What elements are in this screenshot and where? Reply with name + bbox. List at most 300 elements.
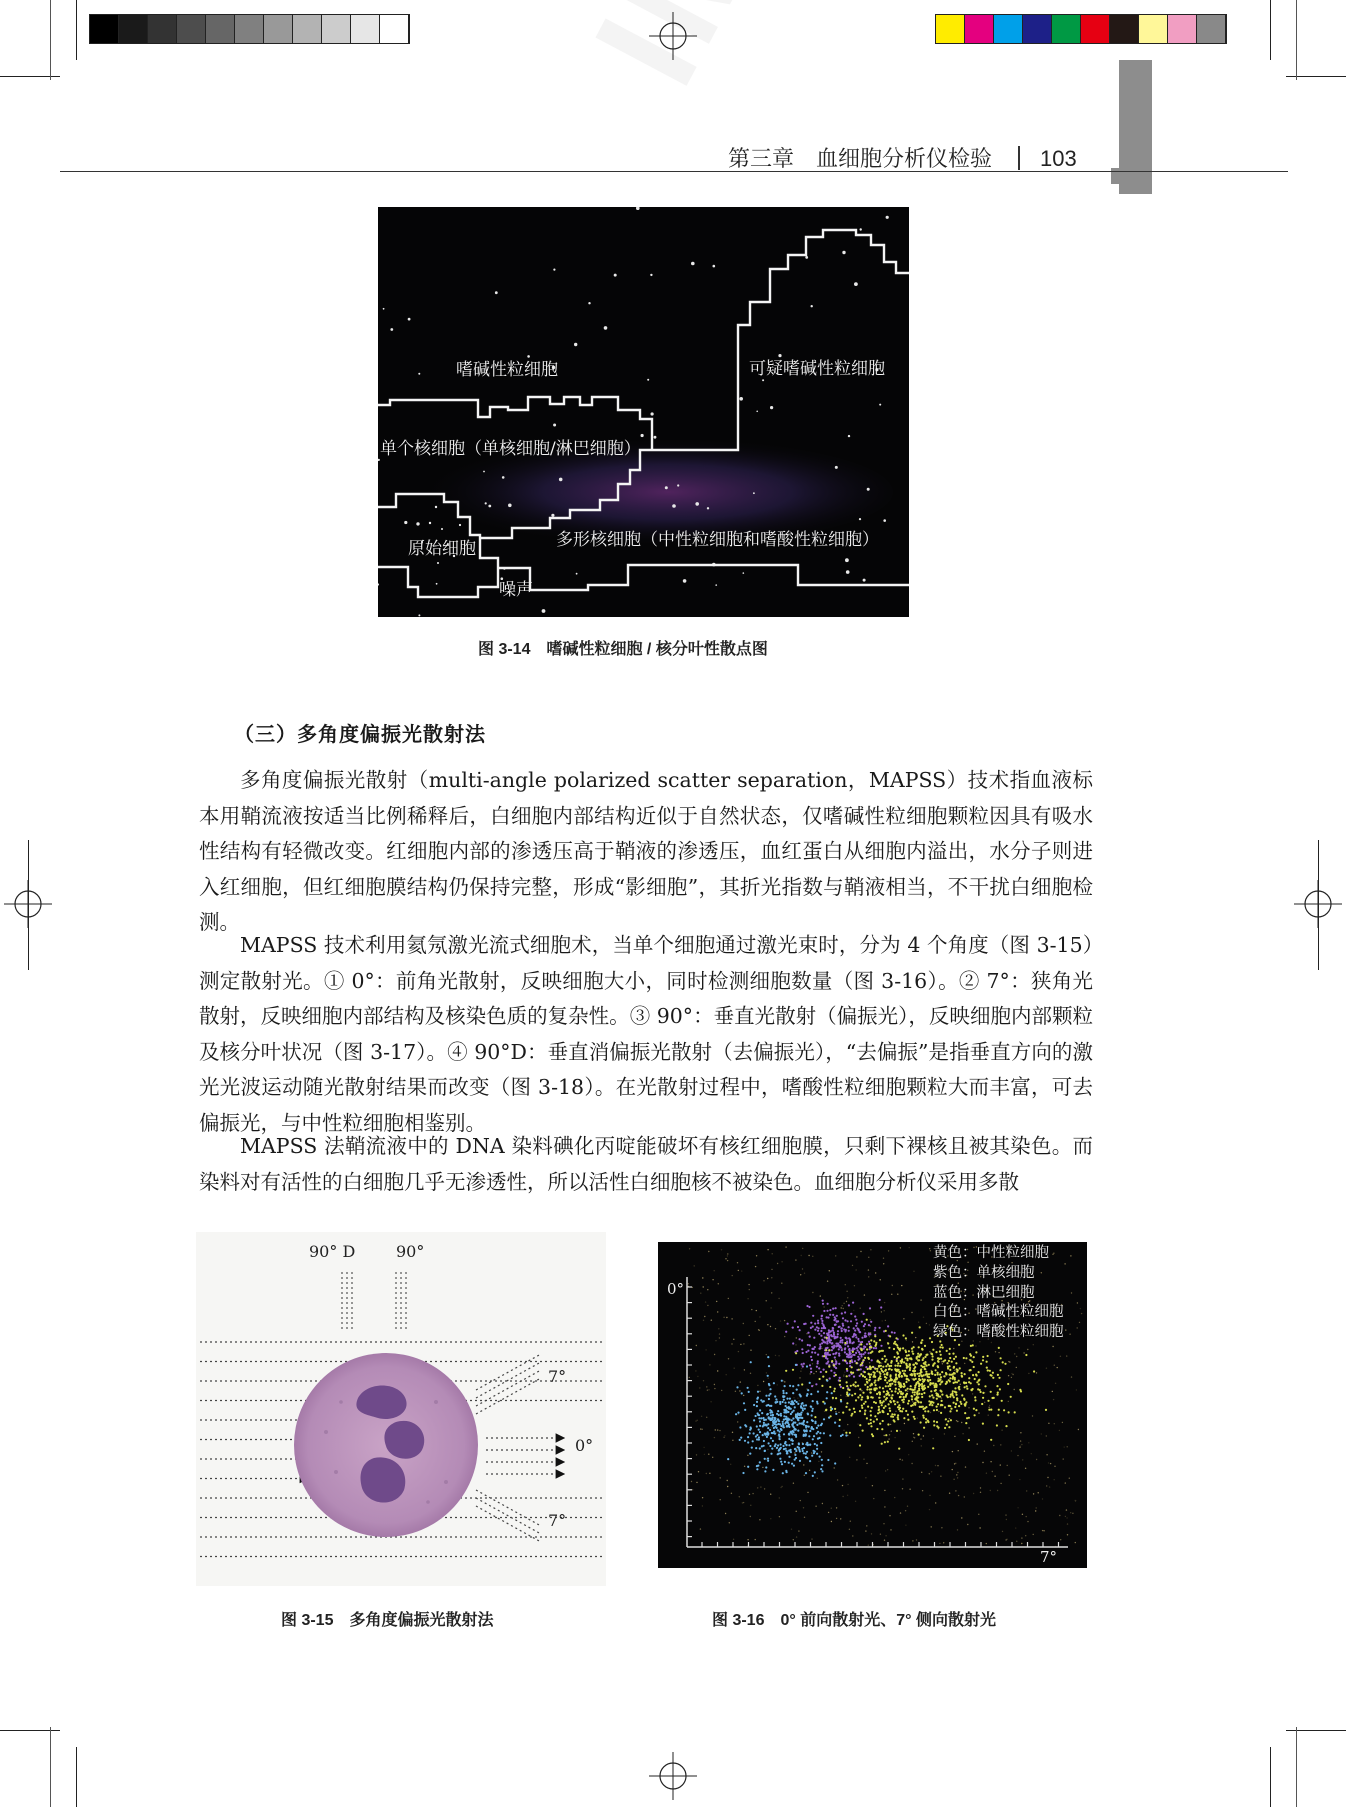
monocyte-dot xyxy=(855,1325,857,1327)
neutrophil-dot xyxy=(883,1400,885,1402)
neutrophil-dot xyxy=(876,1370,878,1372)
neutrophil-dot xyxy=(894,1403,896,1405)
legend-lymphocyte: 蓝色：淋巴细胞 xyxy=(933,1284,1035,1301)
background-dot xyxy=(756,1310,757,1311)
lymphocyte-dot xyxy=(759,1420,761,1422)
background-dot xyxy=(1011,1377,1012,1378)
background-dot xyxy=(691,1481,692,1482)
background-dot xyxy=(902,1459,903,1460)
neutrophil-dot xyxy=(785,1370,787,1372)
monocyte-dot xyxy=(859,1353,861,1355)
background-dot xyxy=(1005,1514,1006,1515)
lymphocyte-dot xyxy=(796,1389,798,1391)
monocyte-dot xyxy=(817,1360,819,1362)
neutrophil-dot xyxy=(914,1373,916,1375)
neutrophil-dot xyxy=(906,1365,908,1367)
monocyte-dot xyxy=(841,1349,843,1351)
lymphocyte-dot xyxy=(772,1424,774,1426)
neutrophil-dot xyxy=(965,1401,967,1403)
background-dot xyxy=(929,1248,930,1249)
neutrophil-dot xyxy=(866,1319,868,1321)
figure-3-16-title: 0° 前向散射光、7° 侧向散射光 xyxy=(780,1612,996,1629)
neutrophil-dot xyxy=(965,1422,967,1424)
lymphocyte-dot xyxy=(764,1470,766,1472)
background-dot xyxy=(1020,1432,1021,1433)
background-dot xyxy=(956,1474,957,1475)
background-dot xyxy=(709,1473,710,1474)
monocyte-dot xyxy=(863,1345,865,1347)
neutrophil-dot xyxy=(1045,1409,1047,1411)
background-dot xyxy=(972,1393,973,1394)
background-dot xyxy=(770,1427,771,1428)
neutrophil-dot xyxy=(856,1362,858,1364)
background-dot xyxy=(771,1277,772,1278)
monocyte-dot xyxy=(847,1354,849,1356)
monocyte-dot xyxy=(796,1350,798,1352)
neutrophil-dot xyxy=(903,1372,905,1374)
background-dot xyxy=(1070,1512,1071,1513)
background-dot xyxy=(1020,1440,1021,1441)
background-dot xyxy=(883,1523,884,1524)
background-dot xyxy=(930,1250,931,1251)
monocyte-dot xyxy=(827,1303,829,1305)
neutrophil-dot xyxy=(963,1357,965,1359)
neutrophil-dot xyxy=(792,1369,794,1371)
neutrophil-dot xyxy=(852,1351,854,1353)
neutrophil-dot xyxy=(932,1402,934,1404)
background-dot xyxy=(703,1380,704,1381)
lymphocyte-dot xyxy=(813,1450,815,1452)
lymphocyte-dot xyxy=(764,1450,766,1452)
neutrophil-dot xyxy=(852,1384,854,1386)
background-dot xyxy=(911,1312,912,1313)
lymphocyte-dot xyxy=(806,1393,808,1395)
running-header xyxy=(728,142,1077,173)
lymphocyte-dot xyxy=(768,1394,770,1396)
lymphocyte-dot xyxy=(824,1402,826,1404)
background-dot xyxy=(711,1320,712,1321)
neutrophil-dot xyxy=(867,1357,869,1359)
lymphocyte-dot xyxy=(763,1440,765,1442)
background-dot xyxy=(831,1508,832,1509)
lymphocyte-dot xyxy=(794,1406,796,1408)
background-dot xyxy=(739,1496,740,1497)
background-dot xyxy=(688,1283,689,1284)
background-dot xyxy=(1060,1356,1061,1357)
neutrophil-dot xyxy=(897,1381,899,1383)
neutrophil-dot xyxy=(889,1335,891,1337)
monocyte-dot xyxy=(802,1365,804,1367)
monocyte-dot xyxy=(812,1315,814,1317)
neutrophil-dot xyxy=(884,1361,886,1363)
neutrophil-dot xyxy=(997,1414,999,1416)
background-dot xyxy=(836,1507,837,1508)
noise-dot xyxy=(762,379,764,381)
background-dot xyxy=(890,1424,891,1425)
background-dot xyxy=(856,1459,857,1460)
background-dot xyxy=(767,1278,768,1279)
neutrophil-dot xyxy=(960,1403,962,1405)
monocyte-dot xyxy=(807,1344,809,1346)
lymphocyte-dot xyxy=(778,1434,780,1436)
background-dot xyxy=(863,1459,864,1460)
background-dot xyxy=(891,1294,892,1295)
neutrophil-dot xyxy=(876,1368,878,1370)
neutrophil-dot xyxy=(909,1369,911,1371)
monocyte-dot xyxy=(832,1347,834,1349)
neutrophil-dot xyxy=(923,1392,925,1394)
monocyte-dot xyxy=(812,1326,814,1328)
neutrophil-dot xyxy=(872,1371,874,1373)
monocyte-dot xyxy=(874,1327,876,1329)
background-dot xyxy=(721,1390,722,1391)
neutrophil-dot xyxy=(955,1362,957,1364)
neutrophil-dot xyxy=(913,1364,915,1366)
lymphocyte-dot xyxy=(807,1389,809,1391)
background-dot xyxy=(941,1397,942,1398)
paragraph-3: MAPSS 法鞘流液中的 DNA 染料碘化丙啶能破坏有核红细胞膜，只剩下裸核且被其染色。而染料对有活性的白细胞几乎无渗透性，所以活性白细胞核不被染色。血细胞分析仪采用多散 xyxy=(199,1134,1093,1194)
background-dot xyxy=(1036,1459,1037,1460)
calibration-swatch xyxy=(994,15,1023,43)
neutrophil-dot xyxy=(861,1396,863,1398)
lymphocyte-dot xyxy=(797,1403,799,1405)
neutrophil-dot xyxy=(870,1419,872,1421)
lymphocyte-dot xyxy=(744,1424,746,1426)
background-dot xyxy=(1052,1346,1053,1347)
lymphocyte-dot xyxy=(801,1423,803,1425)
neutrophil-dot xyxy=(921,1396,923,1398)
noise-dot xyxy=(576,573,578,575)
monocyte-dot xyxy=(853,1376,855,1378)
monocyte-dot xyxy=(853,1334,855,1336)
lymphocyte-dot xyxy=(804,1435,806,1437)
lymphocyte-dot xyxy=(814,1471,816,1473)
monocyte-dot xyxy=(835,1367,837,1369)
neutrophil-dot xyxy=(874,1376,876,1378)
lymphocyte-dot xyxy=(792,1433,794,1435)
lymphocyte-dot xyxy=(783,1415,785,1417)
background-dot xyxy=(1066,1517,1067,1518)
neutrophil-dot xyxy=(937,1394,939,1396)
neutrophil-dot xyxy=(850,1371,852,1373)
neutrophil-dot xyxy=(870,1346,872,1348)
lymphocyte-dot xyxy=(779,1401,781,1403)
monocyte-dot xyxy=(844,1330,846,1332)
neutrophil-dot xyxy=(864,1413,866,1415)
color-calibration-bar xyxy=(935,14,1227,44)
monocyte-dot xyxy=(826,1342,828,1344)
background-dot xyxy=(770,1518,771,1519)
label-blast: 原始细胞 xyxy=(408,539,476,559)
lymphocyte-dot xyxy=(782,1401,784,1403)
neutrophil-dot xyxy=(907,1419,909,1421)
neutrophil-dot xyxy=(825,1349,827,1351)
background-dot xyxy=(840,1395,841,1396)
background-dot xyxy=(850,1521,851,1522)
lymphocyte-dot xyxy=(763,1445,765,1447)
lymphocyte-dot xyxy=(816,1448,818,1450)
background-dot xyxy=(835,1411,836,1412)
noise-dot xyxy=(636,207,640,210)
neutrophil-dot xyxy=(892,1416,894,1418)
background-dot xyxy=(1042,1530,1043,1531)
background-dot xyxy=(1036,1507,1037,1508)
lymphocyte-dot xyxy=(812,1408,814,1410)
neutrophil-dot xyxy=(944,1359,946,1361)
background-dot xyxy=(901,1285,902,1286)
lymphocyte-dot xyxy=(767,1460,769,1462)
neutrophil-dot xyxy=(873,1388,875,1390)
background-dot xyxy=(1064,1446,1065,1447)
lymphocyte-dot xyxy=(765,1424,767,1426)
calibration-swatch xyxy=(235,15,264,43)
lymphocyte-dot xyxy=(771,1411,773,1413)
background-dot xyxy=(1043,1530,1044,1531)
calibration-swatch xyxy=(1081,15,1110,43)
lymphocyte-dot xyxy=(767,1427,769,1429)
lymphocyte-dot xyxy=(784,1402,786,1404)
neutrophil-dot xyxy=(897,1365,899,1367)
background-dot xyxy=(726,1374,727,1375)
monocyte-dot xyxy=(842,1359,844,1361)
background-dot xyxy=(846,1291,847,1292)
neutrophil-dot xyxy=(947,1366,949,1368)
background-dot xyxy=(1033,1534,1034,1535)
lymphocyte-dot xyxy=(777,1444,779,1446)
background-dot xyxy=(975,1345,976,1346)
neutrophil-dot xyxy=(859,1388,861,1390)
neutrophil-dot xyxy=(934,1390,936,1392)
lymphocyte-dot xyxy=(744,1440,746,1442)
background-dot xyxy=(1025,1468,1026,1469)
neutrophil-dot xyxy=(1008,1411,1010,1413)
neutrophil-dot xyxy=(923,1427,925,1429)
background-dot xyxy=(1079,1322,1080,1323)
registration-mark-right-line xyxy=(1318,840,1319,970)
background-dot xyxy=(973,1493,974,1494)
neutrophil-dot xyxy=(882,1387,884,1389)
lymphocyte-dot xyxy=(774,1421,776,1423)
neutrophil-dot xyxy=(849,1432,851,1434)
neutrophil-dot xyxy=(916,1358,918,1360)
neutrophil-dot xyxy=(883,1396,885,1398)
calibration-swatch xyxy=(322,15,351,43)
neutrophil-dot xyxy=(929,1404,931,1406)
neutrophil-dot xyxy=(899,1407,901,1409)
figure-3-15-number: 图 3-15 xyxy=(281,1612,334,1629)
background-dot xyxy=(809,1470,810,1471)
neutrophil-dot xyxy=(974,1414,976,1416)
calibration-swatch xyxy=(351,15,380,43)
lymphocyte-dot xyxy=(811,1426,813,1428)
background-dot xyxy=(760,1486,761,1487)
neutrophil-dot xyxy=(888,1403,890,1405)
background-dot xyxy=(778,1298,779,1299)
neutrophil-dot xyxy=(885,1369,887,1371)
background-dot xyxy=(824,1411,825,1412)
neutrophil-dot xyxy=(894,1414,896,1416)
neutrophil-dot xyxy=(851,1366,853,1368)
neutrophil-dot xyxy=(842,1412,844,1414)
calibration-swatch xyxy=(1168,15,1197,43)
background-dot xyxy=(868,1545,869,1546)
background-dot xyxy=(902,1478,903,1479)
monocyte-dot xyxy=(864,1351,866,1353)
lymphocyte-dot xyxy=(820,1442,822,1444)
lymphocyte-dot xyxy=(788,1401,790,1403)
background-dot xyxy=(731,1493,732,1494)
monocyte-dot xyxy=(822,1340,824,1342)
neutrophil-dot xyxy=(894,1390,896,1392)
monocyte-dot xyxy=(863,1348,865,1350)
neutrophil-dot xyxy=(854,1411,856,1413)
monocyte-dot xyxy=(833,1333,835,1335)
background-dot xyxy=(892,1285,893,1286)
neutrophil-dot xyxy=(872,1397,874,1399)
neutrophil-dot xyxy=(895,1378,897,1380)
background-dot xyxy=(841,1307,842,1308)
neutrophil-dot xyxy=(862,1375,864,1377)
lymphocyte-dot xyxy=(757,1412,759,1414)
lymphocyte-dot xyxy=(823,1418,825,1420)
lymphocyte-dot xyxy=(782,1445,784,1447)
neutrophil-dot xyxy=(908,1400,910,1402)
lymphocyte-dot xyxy=(787,1411,789,1413)
background-dot xyxy=(855,1501,856,1502)
background-dot xyxy=(767,1324,768,1325)
lymphocyte-dot xyxy=(764,1458,766,1460)
background-dot xyxy=(891,1431,892,1432)
neutrophil-dot xyxy=(1014,1411,1016,1413)
monocyte-dot xyxy=(827,1360,829,1362)
neutrophil-dot xyxy=(893,1348,895,1350)
lymphocyte-dot xyxy=(805,1425,807,1427)
background-dot xyxy=(771,1292,772,1293)
monocyte-dot xyxy=(848,1348,850,1350)
neutrophil-dot xyxy=(898,1388,900,1390)
calibration-swatch xyxy=(1052,15,1081,43)
background-dot xyxy=(770,1494,771,1495)
background-dot xyxy=(921,1472,922,1473)
neutrophil-dot xyxy=(891,1383,893,1385)
background-dot xyxy=(980,1492,981,1493)
lymphocyte-dot xyxy=(805,1453,807,1455)
neutrophil-dot xyxy=(927,1421,929,1423)
monocyte-dot xyxy=(879,1299,881,1301)
neutrophil-dot xyxy=(989,1370,991,1372)
background-dot xyxy=(1008,1361,1009,1362)
neutrophil-dot xyxy=(853,1408,855,1410)
neutrophil-dot xyxy=(876,1418,878,1420)
monocyte-dot xyxy=(854,1329,856,1331)
background-dot xyxy=(1031,1453,1032,1454)
background-dot xyxy=(732,1440,733,1441)
background-dot xyxy=(884,1435,885,1436)
background-dot xyxy=(708,1251,709,1252)
background-dot xyxy=(800,1371,801,1372)
neutrophil-dot xyxy=(889,1383,891,1385)
neutrophil-dot xyxy=(966,1385,968,1387)
neutrophil-dot xyxy=(987,1355,989,1357)
neutrophil-dot xyxy=(882,1366,884,1368)
background-dot xyxy=(1048,1462,1049,1463)
neutrophil-dot xyxy=(940,1404,942,1406)
background-dot xyxy=(793,1483,794,1484)
neutrophil-dot xyxy=(882,1371,884,1373)
neutrophil-dot xyxy=(1033,1370,1035,1372)
monocyte-dot xyxy=(858,1351,860,1353)
background-dot xyxy=(884,1310,885,1311)
background-dot xyxy=(1022,1459,1023,1460)
lymphocyte-dot xyxy=(770,1453,772,1455)
monocyte-dot xyxy=(844,1347,846,1349)
noise-dot xyxy=(416,522,419,525)
neutrophil-dot xyxy=(910,1374,912,1376)
background-dot xyxy=(835,1255,836,1256)
lymphocyte-dot xyxy=(780,1415,782,1417)
label-suspect-basophil: 可疑嗜碱性粒细胞 xyxy=(749,359,885,379)
monocyte-dot xyxy=(868,1324,870,1326)
monocyte-dot xyxy=(816,1326,818,1328)
lymphocyte-dot xyxy=(804,1408,806,1410)
lymphocyte-dot xyxy=(740,1437,742,1439)
monocyte-dot xyxy=(792,1342,794,1344)
neutrophil-dot xyxy=(998,1347,1000,1349)
monocyte-dot xyxy=(868,1332,870,1334)
lymphocyte-dot xyxy=(811,1419,813,1421)
neutrophil-dot xyxy=(910,1385,912,1387)
figure-3-15-title: 多角度偏振光散射法 xyxy=(349,1612,494,1629)
lymphocyte-dot xyxy=(757,1391,759,1393)
lymphocyte-dot xyxy=(813,1435,815,1437)
background-dot xyxy=(731,1343,732,1344)
monocyte-dot xyxy=(861,1337,863,1339)
background-dot xyxy=(800,1274,801,1275)
lymphocyte-dot xyxy=(826,1391,828,1393)
neutrophil-dot xyxy=(918,1375,920,1377)
lymphocyte-dot xyxy=(792,1392,794,1394)
lymphocyte-dot xyxy=(760,1399,762,1401)
neutrophil-dot xyxy=(891,1369,893,1371)
background-dot xyxy=(780,1487,781,1488)
neutrophil-dot xyxy=(968,1439,970,1441)
neutrophil-dot xyxy=(958,1380,960,1382)
lymphocyte-dot xyxy=(750,1427,752,1429)
noise-dot xyxy=(390,328,393,331)
neutrophil-dot xyxy=(879,1371,881,1373)
neutrophil-dot xyxy=(999,1388,1001,1390)
neutrophil-dot xyxy=(976,1381,978,1383)
neutrophil-dot xyxy=(946,1395,948,1397)
lymphocyte-dot xyxy=(779,1403,781,1405)
background-dot xyxy=(884,1302,885,1303)
lymphocyte-dot xyxy=(799,1395,801,1397)
neutrophil-dot xyxy=(945,1373,947,1375)
background-dot xyxy=(958,1495,959,1496)
neutrophil-dot xyxy=(869,1391,871,1393)
lymphocyte-dot xyxy=(806,1421,808,1423)
neutrophil-dot xyxy=(822,1401,824,1403)
neutrophil-dot xyxy=(870,1422,872,1424)
monocyte-dot xyxy=(859,1375,861,1377)
lymphocyte-dot xyxy=(802,1443,804,1445)
neutrophil-dot xyxy=(893,1420,895,1422)
background-dot xyxy=(1036,1372,1037,1373)
neutrophil-dot xyxy=(966,1388,968,1390)
neutrophil-dot xyxy=(864,1410,866,1412)
lymphocyte-dot xyxy=(821,1464,823,1466)
neutrophil-dot xyxy=(921,1393,923,1395)
